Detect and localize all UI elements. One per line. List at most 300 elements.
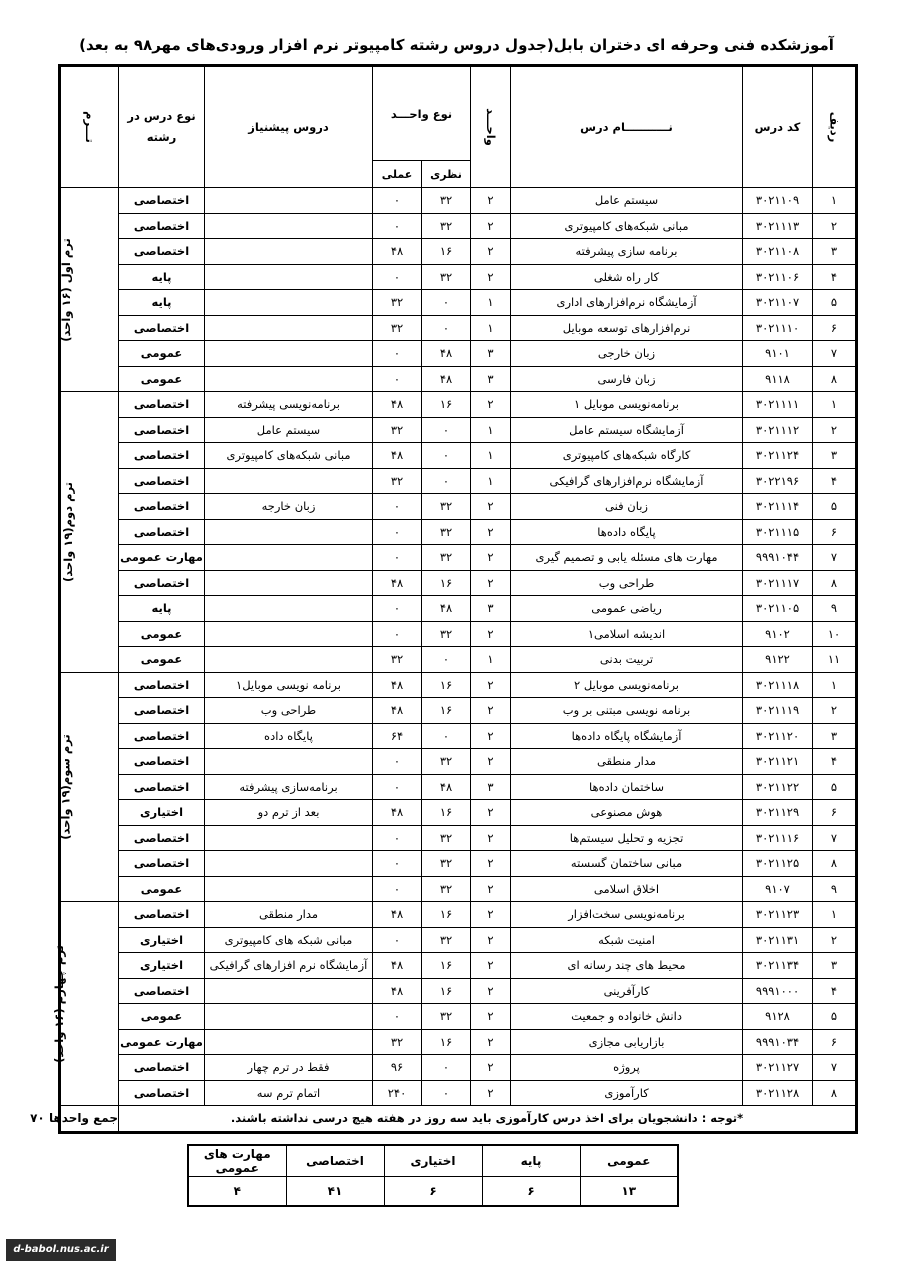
table-row <box>60 876 857 902</box>
course-units: ۲ <box>471 672 511 698</box>
course-category: اختصاصی <box>119 851 205 877</box>
course-units: ۳ <box>471 774 511 800</box>
practical-hours: ۰ <box>373 494 422 520</box>
prerequisite <box>205 1004 373 1030</box>
theory-hours: ۱۶ <box>422 672 471 698</box>
course-category: عمومی <box>119 1004 205 1030</box>
course-units: ۲ <box>471 213 511 239</box>
practical-hours: ۰ <box>373 825 422 851</box>
course-units: ۲ <box>471 800 511 826</box>
theory-hours: ۱۶ <box>422 978 471 1004</box>
course-units: ۲ <box>471 519 511 545</box>
course-category: اختصاصی <box>119 188 205 214</box>
practical-hours: ۴۸ <box>373 239 422 265</box>
page-title: آموزشکده فنی وحرفه ای دختران بابل(جدول دروس رشته کامپیوتر نرم افزار ورودی‌های مهر۹۸ به بعد) <box>79 36 834 54</box>
row-number: ۷ <box>813 545 857 571</box>
header-term: تـــرم <box>60 66 119 188</box>
course-name: پایگاه داده‌ها <box>511 519 743 545</box>
table-row <box>60 621 857 647</box>
theory-hours: ۰ <box>422 443 471 469</box>
course-category: اختیاری <box>119 953 205 979</box>
course-code: ۹۱۲۸ <box>743 1004 813 1030</box>
theory-hours: ۱۶ <box>422 698 471 724</box>
theory-hours: ۰ <box>422 468 471 494</box>
course-category: اختصاصی <box>119 698 205 724</box>
practical-hours: ۰ <box>373 876 422 902</box>
course-units: ۲ <box>471 570 511 596</box>
table-row <box>60 213 857 239</box>
practical-hours: ۴۸ <box>373 698 422 724</box>
row-number: ۱ <box>813 188 857 214</box>
practical-hours: ۰ <box>373 264 422 290</box>
practical-hours: ۲۴۰ <box>373 1080 422 1106</box>
course-name: برنامه‌نویسی موبایل ۲ <box>511 672 743 698</box>
course-name: ساختمان داده‌ها <box>511 774 743 800</box>
table-row <box>60 519 857 545</box>
header-prereq: دروس پیشنیاز <box>205 66 373 188</box>
course-units: ۲ <box>471 723 511 749</box>
prerequisite: طراحی وب <box>205 698 373 724</box>
course-code: ۳۰۲۱۱۱۰ <box>743 315 813 341</box>
theory-hours: ۱۶ <box>422 392 471 418</box>
prerequisite <box>205 570 373 596</box>
header-row-number: ردیف <box>813 66 857 188</box>
theory-hours: ۴۸ <box>422 774 471 800</box>
table-row <box>60 698 857 724</box>
course-name: برنامه‌نویسی موبایل ۱ <box>511 392 743 418</box>
theory-hours: ۳۲ <box>422 519 471 545</box>
summary-table <box>187 1144 679 1207</box>
course-units: ۲ <box>471 621 511 647</box>
course-category: اختصاصی <box>119 825 205 851</box>
header-units: واحـــد <box>471 66 511 188</box>
course-units: ۲ <box>471 1029 511 1055</box>
course-category: عمومی <box>119 366 205 392</box>
course-units: ۲ <box>471 188 511 214</box>
course-category: پایه <box>119 290 205 316</box>
practical-hours: ۴۸ <box>373 953 422 979</box>
theory-hours: ۰ <box>422 315 471 341</box>
course-code: ۳۰۲۱۱۳۱ <box>743 927 813 953</box>
course-category: مهارت عمومی <box>119 1029 205 1055</box>
theory-hours: ۰ <box>422 647 471 673</box>
prerequisite <box>205 290 373 316</box>
theory-hours: ۴۸ <box>422 341 471 367</box>
table-row <box>60 723 857 749</box>
course-code: ۳۰۲۱۱۱۷ <box>743 570 813 596</box>
practical-hours: ۴۸ <box>373 392 422 418</box>
row-number: ۶ <box>813 800 857 826</box>
row-number: ۷ <box>813 1055 857 1081</box>
table-row <box>60 953 857 979</box>
practical-hours: ۴۸ <box>373 978 422 1004</box>
course-code: ۳۰۲۱۱۰۸ <box>743 239 813 265</box>
course-category: اختصاصی <box>119 519 205 545</box>
table-row <box>60 596 857 622</box>
prerequisite: سیستم عامل <box>205 417 373 443</box>
row-number: ۹ <box>813 876 857 902</box>
practical-hours: ۴۸ <box>373 570 422 596</box>
theory-hours: ۳۲ <box>422 188 471 214</box>
course-code: ۳۰۲۱۱۰۵ <box>743 596 813 622</box>
prerequisite <box>205 851 373 877</box>
table-row <box>60 1080 857 1106</box>
table-row <box>60 443 857 469</box>
row-number: ۳ <box>813 239 857 265</box>
prerequisite <box>205 188 373 214</box>
course-name: زبان فنی <box>511 494 743 520</box>
table-row <box>60 1004 857 1030</box>
course-category: اختصاصی <box>119 774 205 800</box>
course-name: کارآموزی <box>511 1080 743 1106</box>
table-row <box>60 774 857 800</box>
theory-hours: ۰ <box>422 1080 471 1106</box>
course-units: ۲ <box>471 953 511 979</box>
row-number: ۴ <box>813 468 857 494</box>
course-code: ۹۱۰۲ <box>743 621 813 647</box>
course-code: ۳۰۲۱۱۲۷ <box>743 1055 813 1081</box>
table-row <box>60 264 857 290</box>
course-code: ۳۰۲۱۱۱۲ <box>743 417 813 443</box>
row-number: ۸ <box>813 366 857 392</box>
course-name: مبانی شبکه‌های کامپیوتری <box>511 213 743 239</box>
table-row <box>60 468 857 494</box>
header-theory: نظری <box>422 161 471 188</box>
practical-hours: ۳۲ <box>373 417 422 443</box>
practical-hours: ۰ <box>373 927 422 953</box>
theory-hours: ۳۲ <box>422 264 471 290</box>
row-number: ۱ <box>813 902 857 928</box>
course-name: برنامه سازی پیشرفته <box>511 239 743 265</box>
table-row <box>60 800 857 826</box>
course-units: ۲ <box>471 749 511 775</box>
table-row <box>60 417 857 443</box>
prerequisite <box>205 978 373 1004</box>
table-row <box>60 392 857 418</box>
row-number: ۱ <box>813 672 857 698</box>
course-category: عمومی <box>119 647 205 673</box>
prerequisite: پایگاه داده <box>205 723 373 749</box>
table-row <box>60 927 857 953</box>
theory-hours: ۳۲ <box>422 876 471 902</box>
row-number: ۲ <box>813 417 857 443</box>
course-code: ۹۹۹۱۰۰۰ <box>743 978 813 1004</box>
practical-hours: ۰ <box>373 1004 422 1030</box>
course-code: ۳۰۲۱۱۱۶ <box>743 825 813 851</box>
footer-note: *توجه : دانشجویان برای اخذ درس کارآموزی باید سه روز در هفته هیچ درسی نداشته باشند. <box>119 1106 857 1133</box>
summary-value: ۶ <box>482 1177 580 1207</box>
course-code: ۹۱۰۱ <box>743 341 813 367</box>
course-category: اختصاصی <box>119 315 205 341</box>
course-name: محیط های چند رسانه ای <box>511 953 743 979</box>
practical-hours: ۰ <box>373 545 422 571</box>
course-code: ۳۰۲۱۱۲۰ <box>743 723 813 749</box>
course-name: سیستم عامل <box>511 188 743 214</box>
header-code: کد درس <box>743 66 813 188</box>
summary-value: ۱۳ <box>580 1177 678 1207</box>
summary-header: پایه <box>482 1145 580 1177</box>
course-units: ۲ <box>471 239 511 265</box>
prerequisite: برنامه نویسی موبایل۱ <box>205 672 373 698</box>
course-units: ۳ <box>471 366 511 392</box>
prerequisite <box>205 468 373 494</box>
practical-hours: ۰ <box>373 851 422 877</box>
table-row <box>60 672 857 698</box>
header-category: نوع درس در رشته <box>119 66 205 188</box>
course-name: مدار منطقی <box>511 749 743 775</box>
course-name: اندیشه اسلامی۱ <box>511 621 743 647</box>
table-row <box>60 978 857 1004</box>
course-code: ۳۰۲۱۱۰۷ <box>743 290 813 316</box>
row-number: ۵ <box>813 290 857 316</box>
course-name: زبان فارسی <box>511 366 743 392</box>
course-category: مهارت عمومی <box>119 545 205 571</box>
course-code: ۳۰۲۱۱۰۹ <box>743 188 813 214</box>
course-name: آزمایشگاه نرم‌افزارهای گرافیکی <box>511 468 743 494</box>
table-row <box>60 825 857 851</box>
course-name: دانش خانواده و جمعیت <box>511 1004 743 1030</box>
row-number: ۴ <box>813 264 857 290</box>
practical-hours: ۳۲ <box>373 290 422 316</box>
row-number: ۵ <box>813 1004 857 1030</box>
course-category: اختصاصی <box>119 213 205 239</box>
course-category: اختصاصی <box>119 392 205 418</box>
row-number: ۴ <box>813 749 857 775</box>
course-code: ۹۱۰۷ <box>743 876 813 902</box>
prerequisite: بعد از ترم دو <box>205 800 373 826</box>
practical-hours: ۰ <box>373 749 422 775</box>
course-name: کارآفرینی <box>511 978 743 1004</box>
summary-value: ۴۱ <box>286 1177 384 1207</box>
practical-hours: ۰ <box>373 188 422 214</box>
header-name: نـــــــــــام درس <box>511 66 743 188</box>
course-units: ۲ <box>471 1055 511 1081</box>
course-code: ۳۰۲۱۱۲۱ <box>743 749 813 775</box>
prerequisite: مبانی شبکه های کامپیوتری <box>205 927 373 953</box>
row-number: ۳ <box>813 953 857 979</box>
theory-hours: ۱۶ <box>422 239 471 265</box>
course-name: زبان خارجی <box>511 341 743 367</box>
prerequisite: فقط در ترم چهار <box>205 1055 373 1081</box>
course-units: ۱ <box>471 290 511 316</box>
prerequisite <box>205 596 373 622</box>
row-number: ۲ <box>813 213 857 239</box>
course-units: ۲ <box>471 1080 511 1106</box>
prerequisite: مبانی شبکه‌های کامپیوتری <box>205 443 373 469</box>
theory-hours: ۰ <box>422 417 471 443</box>
course-name: امنیت شبکه <box>511 927 743 953</box>
prerequisite <box>205 239 373 265</box>
course-category: اختیاری <box>119 800 205 826</box>
course-units: ۲ <box>471 392 511 418</box>
course-code: ۳۰۲۱۱۲۸ <box>743 1080 813 1106</box>
row-number: ۵ <box>813 494 857 520</box>
row-number: ۷ <box>813 825 857 851</box>
course-name: ریاضی عمومی <box>511 596 743 622</box>
course-units: ۱ <box>471 417 511 443</box>
practical-hours: ۴۸ <box>373 902 422 928</box>
course-category: اختصاصی <box>119 672 205 698</box>
course-units: ۲ <box>471 494 511 520</box>
theory-hours: ۴۸ <box>422 366 471 392</box>
course-code: ۹۹۹۱۰۳۴ <box>743 1029 813 1055</box>
row-number: ۲ <box>813 698 857 724</box>
course-code: ۳۰۲۱۱۲۲ <box>743 774 813 800</box>
table-row <box>60 647 857 673</box>
course-code: ۳۰۲۱۱۲۴ <box>743 443 813 469</box>
prerequisite <box>205 341 373 367</box>
course-name: آزمایشگاه پایگاه داده‌ها <box>511 723 743 749</box>
course-category: عمومی <box>119 876 205 902</box>
course-units: ۳ <box>471 341 511 367</box>
summary-header: اختصاصی <box>286 1145 384 1177</box>
table-row <box>60 290 857 316</box>
course-units: ۲ <box>471 825 511 851</box>
course-name: برنامه‌نویسی سخت‌افزار <box>511 902 743 928</box>
course-name: پروژه <box>511 1055 743 1081</box>
courses-table <box>30 64 858 1134</box>
prerequisite: اتمام ترم سه <box>205 1080 373 1106</box>
practical-hours: ۴۸ <box>373 443 422 469</box>
summary-header: اختیاری <box>384 1145 482 1177</box>
course-units: ۲ <box>471 1004 511 1030</box>
course-category: اختصاصی <box>119 1055 205 1081</box>
summary-value: ۴ <box>188 1177 286 1207</box>
theory-hours: ۱۶ <box>422 902 471 928</box>
course-name: کارگاه شبکه‌های کامپیوتری <box>511 443 743 469</box>
summary-header: عمومی <box>580 1145 678 1177</box>
row-number: ۳ <box>813 443 857 469</box>
course-code: ۹۱۱۸ <box>743 366 813 392</box>
prerequisite: برنامه‌سازی پیشرفته <box>205 774 373 800</box>
course-code: ۳۰۲۱۱۱۹ <box>743 698 813 724</box>
course-code: ۳۰۲۱۱۱۳ <box>743 213 813 239</box>
course-code: ۳۰۲۱۱۲۵ <box>743 851 813 877</box>
table-row <box>60 239 857 265</box>
course-code: ۳۰۲۱۱۱۱ <box>743 392 813 418</box>
course-units: ۲ <box>471 851 511 877</box>
course-name: هوش مصنوعی <box>511 800 743 826</box>
practical-hours: ۰ <box>373 341 422 367</box>
course-category: اختصاصی <box>119 417 205 443</box>
prerequisite <box>205 1029 373 1055</box>
course-units: ۱ <box>471 468 511 494</box>
prerequisite <box>205 825 373 851</box>
course-units: ۲ <box>471 264 511 290</box>
table-row <box>60 902 857 928</box>
term-label: ترم اول (۱۶ واحد) <box>60 188 119 392</box>
practical-hours: ۳۲ <box>373 468 422 494</box>
course-name: نرم‌افزارهای توسعه موبایل <box>511 315 743 341</box>
course-units: ۲ <box>471 902 511 928</box>
prerequisite <box>205 621 373 647</box>
table-row <box>60 1029 857 1055</box>
theory-hours: ۳۲ <box>422 749 471 775</box>
course-code: ۳۰۲۲۱۹۶ <box>743 468 813 494</box>
table-row <box>60 1055 857 1081</box>
theory-hours: ۳۲ <box>422 213 471 239</box>
theory-hours: ۰ <box>422 1055 471 1081</box>
practical-hours: ۰ <box>373 213 422 239</box>
course-category: پایه <box>119 264 205 290</box>
course-category: اختصاصی <box>119 443 205 469</box>
course-code: ۳۰۲۱۱۲۳ <box>743 902 813 928</box>
theory-hours: ۳۲ <box>422 927 471 953</box>
practical-hours: ۹۶ <box>373 1055 422 1081</box>
course-category: اختصاصی <box>119 239 205 265</box>
table-row <box>60 366 857 392</box>
header-practical: عملی <box>373 161 422 188</box>
course-category: اختصاصی <box>119 468 205 494</box>
prerequisite: برنامه‌نویسی پیشرفته <box>205 392 373 418</box>
site-logo: d-babol.nus.ac.ir <box>6 1239 116 1261</box>
course-category: اختصاصی <box>119 1080 205 1106</box>
course-name: طراحی وب <box>511 570 743 596</box>
course-code: ۹۱۲۲ <box>743 647 813 673</box>
theory-hours: ۱۶ <box>422 800 471 826</box>
row-number: ۹ <box>813 596 857 622</box>
course-name: اخلاق اسلامی <box>511 876 743 902</box>
course-category: اختصاصی <box>119 494 205 520</box>
course-category: اختصاصی <box>119 902 205 928</box>
course-code: ۳۰۲۱۱۱۵ <box>743 519 813 545</box>
course-category: پایه <box>119 596 205 622</box>
course-units: ۱ <box>471 443 511 469</box>
row-number: ۶ <box>813 1029 857 1055</box>
course-units: ۲ <box>471 876 511 902</box>
course-units: ۲ <box>471 927 511 953</box>
theory-hours: ۰ <box>422 723 471 749</box>
term-label: ترم سوم(۱۹ واحد) <box>60 672 119 902</box>
theory-hours: ۳۲ <box>422 825 471 851</box>
prerequisite <box>205 545 373 571</box>
theory-hours: ۳۲ <box>422 545 471 571</box>
row-number: ۸ <box>813 1080 857 1106</box>
course-category: اختصاصی <box>119 978 205 1004</box>
theory-hours: ۳۲ <box>422 851 471 877</box>
prerequisite: زبان خارجه <box>205 494 373 520</box>
course-units: ۲ <box>471 978 511 1004</box>
term-label: ترم دوم(۱۹ واحد) <box>60 392 119 673</box>
theory-hours: ۳۲ <box>422 1004 471 1030</box>
prerequisite <box>205 315 373 341</box>
practical-hours: ۰ <box>373 519 422 545</box>
table-row <box>60 570 857 596</box>
row-number: ۱۱ <box>813 647 857 673</box>
prerequisite <box>205 213 373 239</box>
course-name: مهارت های مسئله یابی و تصمیم گیری <box>511 545 743 571</box>
row-number: ۶ <box>813 315 857 341</box>
practical-hours: ۳۲ <box>373 1029 422 1055</box>
table-row <box>60 545 857 571</box>
course-code: ۳۰۲۱۱۰۶ <box>743 264 813 290</box>
table-row <box>60 341 857 367</box>
course-code: ۳۰۲۱۱۲۹ <box>743 800 813 826</box>
course-category: عمومی <box>119 341 205 367</box>
course-code: ۳۰۲۱۱۱۴ <box>743 494 813 520</box>
practical-hours: ۴۸ <box>373 800 422 826</box>
prerequisite: آزمایشگاه نرم افزارهای گرافیکی <box>205 953 373 979</box>
row-number: ۶ <box>813 519 857 545</box>
course-name: آزمایشگاه سیستم عامل <box>511 417 743 443</box>
table-row <box>60 188 857 214</box>
practical-hours: ۴۸ <box>373 672 422 698</box>
row-number: ۱۰ <box>813 621 857 647</box>
course-code: ۳۰۲۱۱۱۸ <box>743 672 813 698</box>
course-category: اختصاصی <box>119 723 205 749</box>
prerequisite <box>205 366 373 392</box>
header-unit-type: نوع واحـــد <box>373 66 471 161</box>
